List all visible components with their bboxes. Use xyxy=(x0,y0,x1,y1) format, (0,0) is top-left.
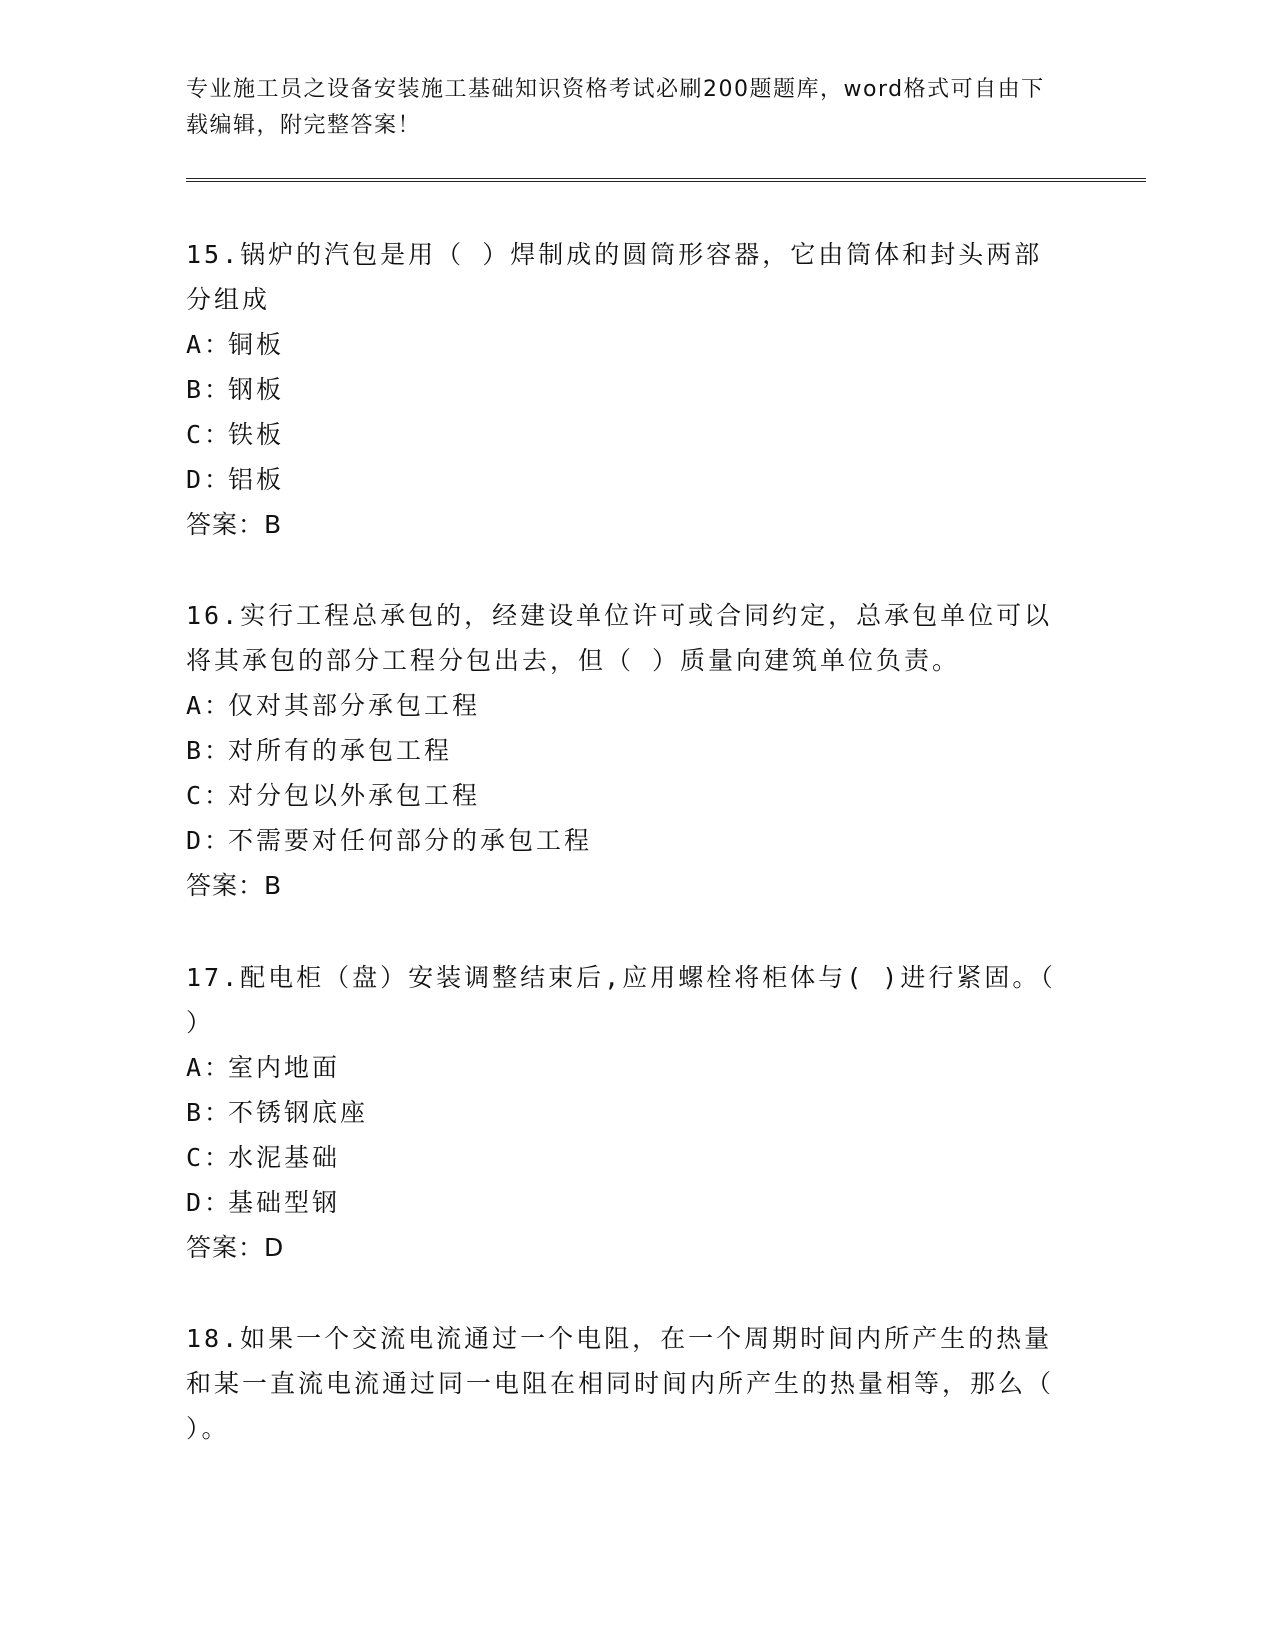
option-b xyxy=(186,1090,1066,1135)
option-c xyxy=(186,773,1066,818)
option-a xyxy=(186,322,1066,367)
question-stem: 17.配电柜（盘）安装调整结束后,应用螺栓将柜体与( )进行紧固。（ ） xyxy=(186,963,1056,1037)
option-key: C： xyxy=(186,1143,233,1172)
option-text: 水泥基础 xyxy=(228,1143,341,1172)
option-a xyxy=(186,1045,1066,1090)
answer-line: 答案：D xyxy=(186,1233,285,1262)
option-key: B： xyxy=(186,375,233,404)
option-key: D： xyxy=(186,826,233,855)
option-d xyxy=(186,818,1066,863)
option-d xyxy=(186,1180,1066,1225)
option-key: D： xyxy=(186,465,233,494)
question-18 xyxy=(186,1316,1066,1451)
option-key: B： xyxy=(186,736,233,765)
header-divider xyxy=(186,178,1146,182)
option-key: A： xyxy=(186,691,233,720)
option-text: 铜板 xyxy=(228,330,285,359)
option-text: 仅对其部分承包工程 xyxy=(228,691,481,720)
option-text: 不锈钢底座 xyxy=(228,1098,369,1127)
option-text: 基础型钢 xyxy=(228,1188,341,1217)
option-key: A： xyxy=(186,1053,233,1082)
option-key: B： xyxy=(186,1098,233,1127)
option-key: D： xyxy=(186,1188,233,1217)
option-c xyxy=(186,412,1066,457)
question-15 xyxy=(186,232,1066,547)
option-d xyxy=(186,457,1066,502)
option-key: A： xyxy=(186,330,233,359)
question-stem: 18.如果一个交流电流通过一个电阻，在一个周期时间内所产生的热量和某一直流电流通过同一电阻在相同时间内所产生的热量相等，那么（ ）。 xyxy=(186,1324,1055,1443)
option-c xyxy=(186,1135,1066,1180)
option-key: C： xyxy=(186,420,233,449)
option-text: 不需要对任何部分的承包工程 xyxy=(228,826,593,855)
option-key: C： xyxy=(186,781,233,810)
option-text: 室内地面 xyxy=(228,1053,341,1082)
question-stem: 15.锅炉的汽包是用（ ）焊制成的圆筒形容器，它由筒体和封头两部分组成 xyxy=(186,240,1043,314)
question-stem: 16.实行工程总承包的，经建设单位许可或合同约定，总承包单位可以将其承包的部分工程分包出去，但（ ）质量向建筑单位负责。 xyxy=(186,601,1053,675)
option-text: 铝板 xyxy=(228,465,285,494)
document-header: 专业施工员之设备安装施工基础知识资格考试必刷200题题库，word格式可自由下载编辑，附完整答案！ xyxy=(186,77,1045,138)
option-a xyxy=(186,683,1066,728)
option-b xyxy=(186,728,1066,773)
answer-line: 答案：B xyxy=(186,871,283,900)
option-b xyxy=(186,367,1066,412)
question-17 xyxy=(186,955,1066,1270)
option-text: 铁板 xyxy=(228,420,285,449)
question-16 xyxy=(186,593,1066,908)
option-text: 对分包以外承包工程 xyxy=(228,781,481,810)
option-text: 钢板 xyxy=(228,375,285,404)
answer-line: 答案：B xyxy=(186,510,283,539)
option-text: 对所有的承包工程 xyxy=(228,736,453,765)
